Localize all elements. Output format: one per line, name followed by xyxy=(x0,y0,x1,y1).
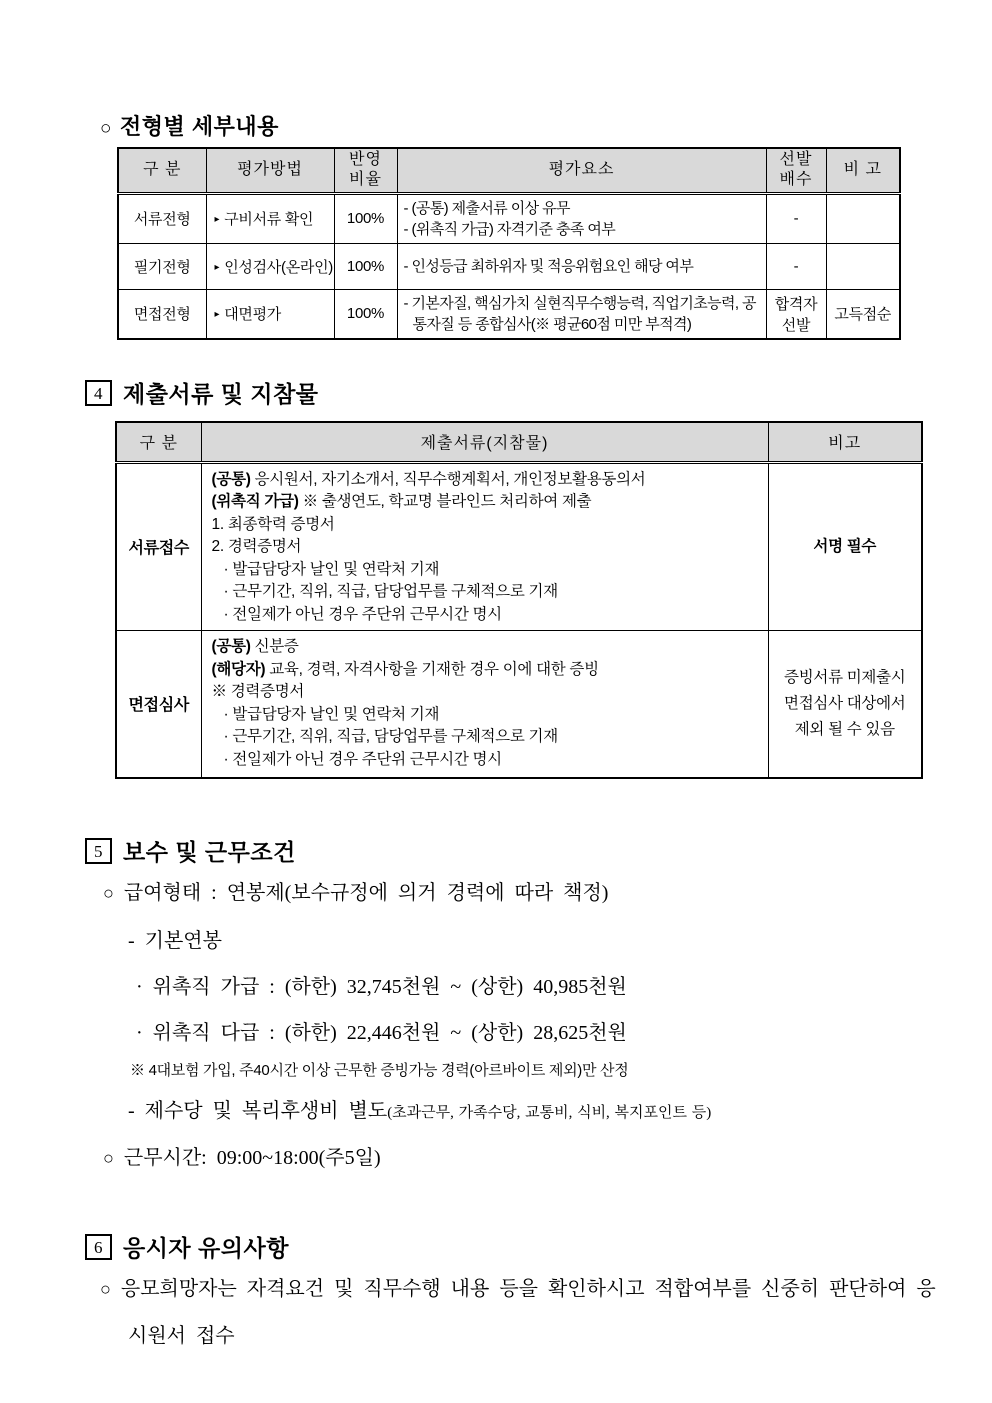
table-row xyxy=(118,289,900,339)
cell-category: 필기전형 xyxy=(118,243,206,289)
triangle-bullet-icon: ▸ xyxy=(214,309,220,321)
document-line xyxy=(212,659,760,682)
header-category: 구 분 xyxy=(118,148,206,193)
screening-table xyxy=(117,147,901,340)
header-method: 평가방법 xyxy=(206,148,334,193)
cell-ratio: 100% xyxy=(334,243,397,289)
document-line xyxy=(212,491,760,514)
circle-bullet-icon: ○ xyxy=(103,1148,114,1168)
screening-section-title xyxy=(100,110,279,141)
line-text: 1. 최종학력 증명서 xyxy=(211,515,335,533)
documents-title-text: 제출서류 및 지참물 xyxy=(123,381,319,407)
triangle-bullet-icon: ▸ xyxy=(214,214,220,225)
cell-factors xyxy=(397,289,766,339)
document-line xyxy=(212,704,760,727)
allowance-line xyxy=(128,1094,711,1123)
cell-note: 고득점순 xyxy=(826,289,900,339)
header-note: 비 고 xyxy=(826,148,900,193)
cell-factors xyxy=(397,193,766,243)
factor-line: - (공통) 제출서류 이상 유무 xyxy=(403,199,570,217)
line-text: 신분증 xyxy=(250,638,299,655)
base-salary-line: - 기본연봉 xyxy=(128,930,222,952)
document-line xyxy=(212,726,760,749)
cell-method xyxy=(206,193,334,243)
section-number-box: 6 xyxy=(85,1234,112,1260)
line-text: · 발급담당자 날인 및 연락처 기재 xyxy=(223,705,440,723)
line-text: · 근무기간, 직위, 직급, 담당업무를 구체적으로 기재 xyxy=(223,728,558,745)
note-line: 서명 필수 xyxy=(813,537,877,555)
allowance-detail-text: (초과근무, 가족수당, 교통비, 식비, 복지포인트 등) xyxy=(387,1105,712,1121)
cell-category: 서류전형 xyxy=(118,193,206,243)
note-line: 증빙서류 미제출시 xyxy=(784,668,906,686)
line-text: · 전일제가 아닌 경우 주단위 근무시간 명시 xyxy=(223,605,502,623)
header-multiple xyxy=(766,148,826,193)
working-hours-text: 근무시간: 09:00~18:00(주5일) xyxy=(123,1147,381,1169)
cell-note xyxy=(768,462,922,631)
cell-ratio: 100% xyxy=(334,289,397,339)
line-text: · 전일제가 아닌 경우 주단위 근무시간 명시 xyxy=(223,750,502,768)
note-line: 제외 될 수 있음 xyxy=(794,720,895,738)
header-ratio-line1: 반영 xyxy=(349,151,382,169)
cell-multiple: 합격자 선발 xyxy=(766,289,826,339)
document-line xyxy=(212,469,760,492)
notice-section-title xyxy=(85,1230,289,1263)
line-text: · 발급담당자 날인 및 연락처 기재 xyxy=(223,560,440,578)
header-multiple-line2: 배수 xyxy=(779,171,813,189)
section-number-box: 5 xyxy=(85,838,112,864)
line-prefix: (위촉직 가급) xyxy=(211,493,299,510)
line-prefix: (공통) xyxy=(211,470,251,488)
line-prefix: (해당자) xyxy=(211,660,266,678)
cell-note xyxy=(768,631,922,778)
document-line xyxy=(212,536,760,559)
table-header-row xyxy=(116,422,922,462)
line-text: ※ 경력증명서 xyxy=(211,683,305,700)
triangle-bullet-icon: ▸ xyxy=(214,261,220,273)
document-line xyxy=(212,581,760,604)
cell-category: 서류접수 xyxy=(116,462,201,631)
compensation-title-text: 보수 및 근무조건 xyxy=(123,839,296,865)
method-text: 대면평가 xyxy=(224,306,281,324)
document-line xyxy=(212,681,760,704)
circle-bullet-icon: ○ xyxy=(100,118,112,139)
compensation-section-title xyxy=(85,834,296,867)
cell-ratio: 100% xyxy=(334,193,397,243)
documents-table-header xyxy=(116,422,922,462)
method-text: 인성검사(온라인) xyxy=(224,258,333,276)
header-category: 구 분 xyxy=(116,422,201,462)
circle-bullet-icon: ○ xyxy=(100,1279,111,1299)
document-line xyxy=(212,636,760,659)
section-number-box: 4 xyxy=(85,380,112,406)
documents-table xyxy=(115,421,923,779)
document-line xyxy=(212,559,760,582)
header-ratio-line2: 비율 xyxy=(349,171,382,189)
document-line xyxy=(212,604,760,627)
screening-title-text: 전형별 세부내용 xyxy=(119,114,279,139)
salary-type-text: 급여형태 : 연봉제(보수규정에 의거 경력에 따라 책정) xyxy=(123,882,609,904)
method-text: 구비서류 확인 xyxy=(224,211,314,228)
header-note: 비고 xyxy=(768,422,922,462)
salary-type-line xyxy=(103,876,608,905)
document-line xyxy=(212,749,760,772)
notice-item xyxy=(100,1266,945,1360)
cell-method xyxy=(206,243,334,289)
cell-category: 면접전형 xyxy=(118,289,206,339)
cell-documents xyxy=(201,462,768,631)
screening-table-header xyxy=(118,148,900,193)
line-text: ※ 출생연도, 학교명 블라인드 처리하여 제출 xyxy=(298,493,592,510)
header-factors: 평가요소 xyxy=(397,148,766,193)
cell-factors xyxy=(397,243,766,289)
cell-multiple: - xyxy=(766,243,826,289)
line-text: 교육, 경력, 자격사항을 기재한 경우 이에 대한 증빙 xyxy=(265,660,599,678)
note-line: 면접심사 대상에서 xyxy=(784,694,906,712)
cell-multiple: - xyxy=(766,193,826,243)
factor-line: - 인성등급 최하위자 및 적응위험요인 해당 여부 xyxy=(403,257,694,275)
circle-bullet-icon: ○ xyxy=(103,883,114,903)
working-hours-line xyxy=(103,1141,381,1170)
cell-category: 면접심사 xyxy=(116,631,201,778)
header-documents: 제출서류(지참물) xyxy=(201,422,768,462)
cell-note xyxy=(826,243,900,289)
cell-method xyxy=(206,289,334,339)
line-text: 응시원서, 자기소개서, 직무수행계획서, 개인정보활용동의서 xyxy=(250,470,646,488)
factor-line: - (위촉직 가급) 자격기준 충족 여부 xyxy=(403,220,616,238)
document-line xyxy=(212,514,760,537)
table-header-row xyxy=(118,148,900,193)
allowance-main-text: - 제수당 및 복리후생비 별도 xyxy=(128,1100,388,1122)
grade-ga-line: · 위촉직 가급 : (하한) 32,745천원 ~ (상한) 40,985천원 xyxy=(136,976,627,998)
line-text: · 근무기간, 직위, 직급, 담당업무를 구체적으로 기재 xyxy=(223,583,558,600)
cell-documents xyxy=(201,631,768,778)
documents-section-title xyxy=(85,376,319,409)
table-row xyxy=(118,193,900,243)
table-row xyxy=(118,243,900,289)
factor-line: - 기본자질, 핵심가치 실현직무수행능력, 직업기초능력, 공통자질 등 종합심사(※ 평균60점 미만 부적격) xyxy=(403,294,756,333)
line-text: 2. 경력증명서 xyxy=(211,538,302,555)
notice-title-text: 응시자 유의사항 xyxy=(123,1235,289,1261)
header-ratio xyxy=(334,148,397,193)
insurance-note-line: ※ 4대보험 가입, 주40시간 이상 근무한 증빙가능 경력(아르바이트 제외)만 산정 xyxy=(130,1062,629,1079)
table-row xyxy=(116,462,922,631)
header-multiple-line1: 선발 xyxy=(779,151,813,169)
notice-item-text: 응모희망자는 자격요건 및 직무수행 내용 등을 확인하시고 적합여부를 신중히 판단하여 응시원서 접수 xyxy=(120,1278,936,1347)
cell-note xyxy=(826,193,900,243)
table-row xyxy=(116,631,922,778)
line-prefix: (공통) xyxy=(211,638,251,655)
grade-da-line: · 위촉직 다급 : (하한) 22,446천원 ~ (상한) 28,625천원 xyxy=(136,1022,627,1044)
